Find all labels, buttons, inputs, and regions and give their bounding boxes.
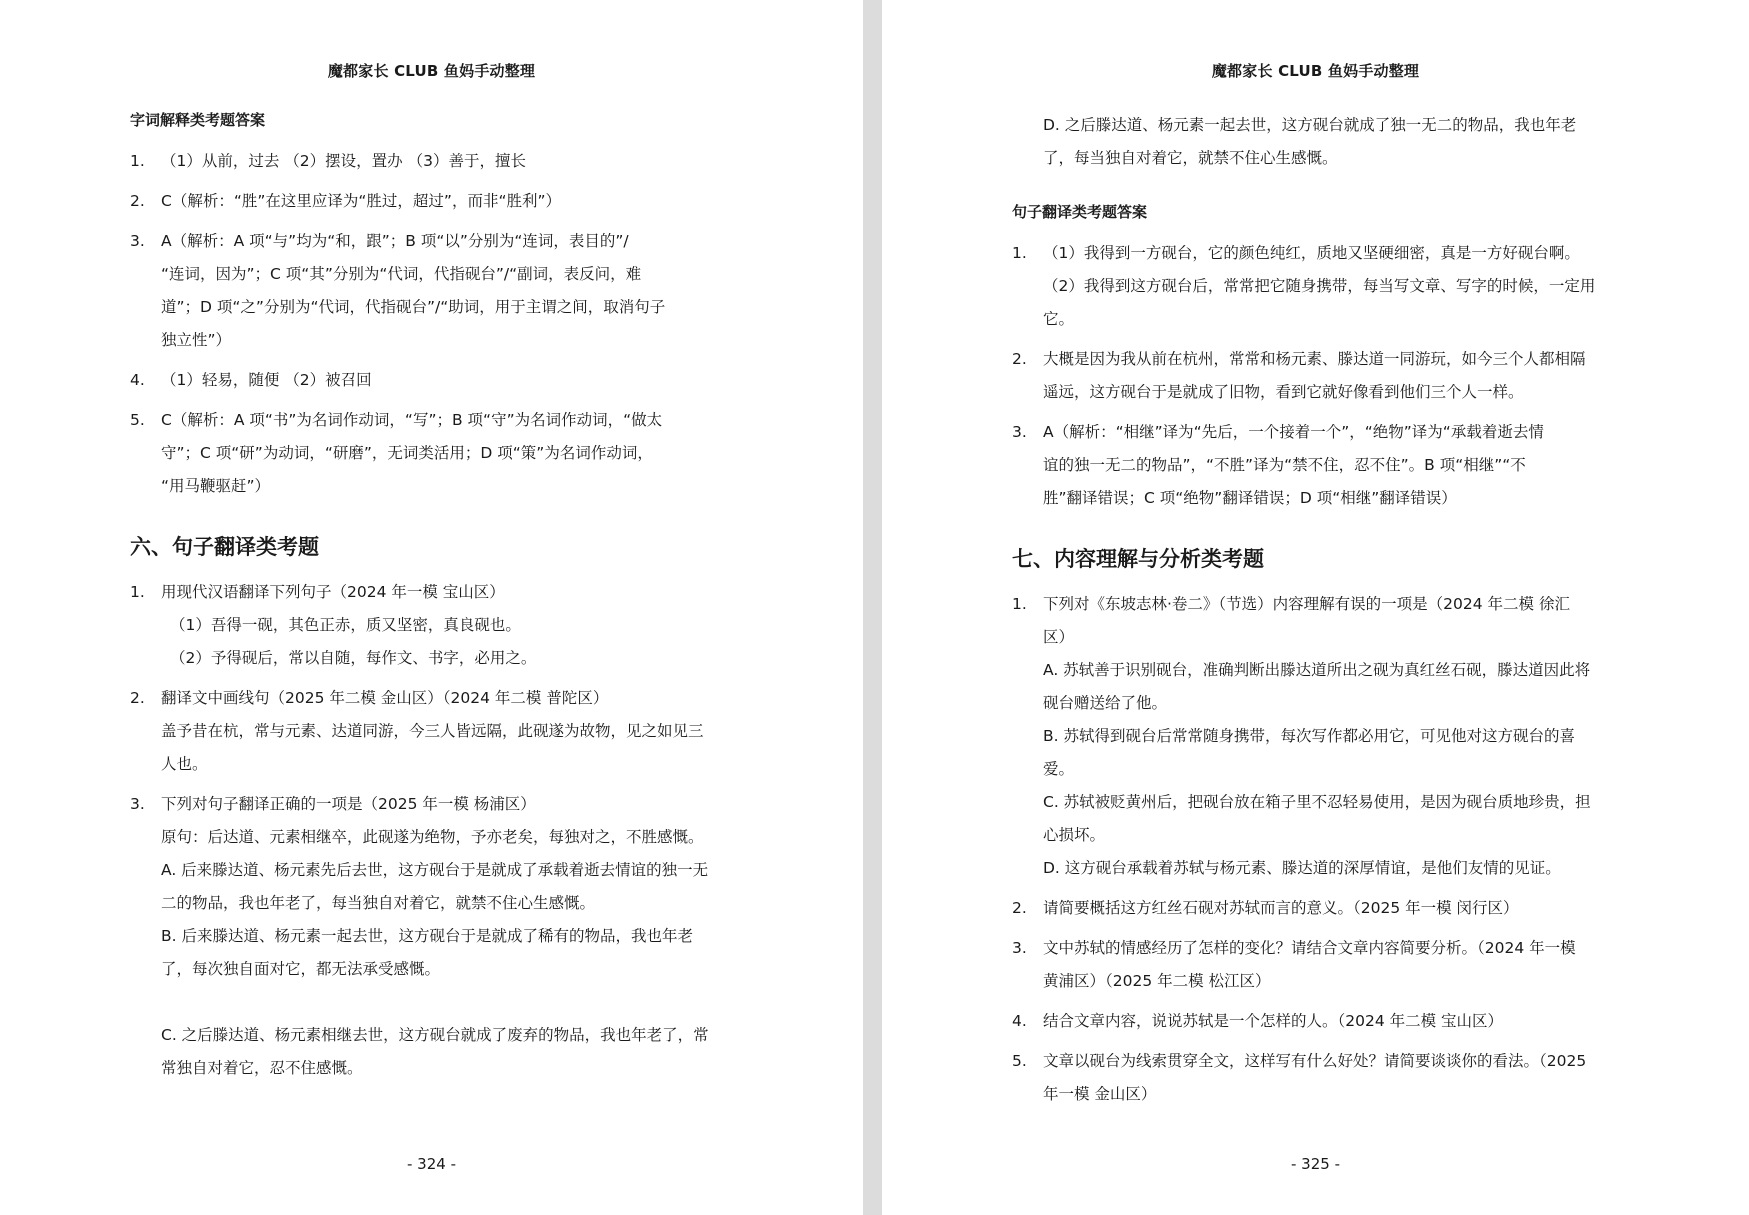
question-list (1012, 588, 1651, 1111)
text-line: 原句：后达道、元素相继卒，此砚遂为绝物，予亦老矣，每独对之，不胜感慨。 (161, 828, 704, 846)
list-item (1012, 416, 1651, 515)
item-number: 1. (1012, 595, 1027, 613)
list-item (130, 225, 737, 357)
text-line: A. 苏轼善于识别砚台，准确判断出滕达道所出之砚为真红丝石砚，滕达道因此将 (1043, 661, 1591, 679)
text-line: （2）我得到这方砚台后，常常把它随身携带，每当写文章、写字的时候，一定用 (1043, 277, 1596, 295)
text-line: 它。 (1043, 310, 1075, 328)
text-line: 道”；D 项“之”分别为“代词，代指砚台”/“助词，用于主谓之间，取消句子 (161, 298, 666, 316)
item-number: 1. (1012, 244, 1027, 262)
item-text (1043, 343, 1651, 409)
question-list (130, 576, 737, 1085)
text-line: 砚台赠送给了他。 (1043, 694, 1168, 712)
list-item (130, 185, 737, 218)
list-item (1012, 892, 1651, 925)
document-page-324 (0, 0, 863, 1215)
list-item (130, 145, 737, 178)
item-text (1043, 1045, 1651, 1111)
text-line: “用马鞭驱赶”） (161, 477, 271, 495)
answer-list (1012, 237, 1651, 515)
page-content (130, 109, 737, 1092)
list-item (1012, 1045, 1651, 1111)
answer-list (130, 145, 737, 503)
item-text (161, 576, 737, 675)
list-item (1012, 343, 1651, 409)
item-number: 4. (1012, 1012, 1027, 1030)
list-item (130, 576, 737, 675)
text-line: 心损坏。 (1043, 826, 1106, 844)
list-item (1012, 932, 1651, 998)
page-number: - 325 - (1291, 1155, 1340, 1173)
item-text (161, 145, 737, 178)
item-number: 5. (130, 411, 145, 429)
item-number: 2. (1012, 899, 1027, 917)
item-number: 2. (1012, 350, 1027, 368)
text-line: C. 之后滕达道、杨元素相继去世，这方砚台就成了废弃的物品，我也年老了，常 (161, 1026, 709, 1044)
text-line: 黄浦区）（2025 年二模 松江区） (1043, 972, 1271, 990)
text-line: （1）从前，过去 （2）摆设，置办 （3）善于，擅长 (161, 152, 526, 170)
page-header: 魔都家长 CLUB 鱼妈手动整理 (327, 62, 536, 80)
text-line: D. 之后滕达道、杨元素一起去世，这方砚台就成了独一无二的物品，我也年老 (1043, 116, 1577, 134)
item-number: 5. (1012, 1052, 1027, 1070)
item-text (1043, 892, 1651, 925)
item-number: 3. (1012, 939, 1027, 957)
text-line: 下列对句子翻译正确的一项是（2025 年一模 杨浦区） (161, 795, 536, 813)
text-line: 二的物品，我也年老了，每当独自对着它，就禁不住心生感慨。 (161, 894, 596, 912)
text-line: 区） (1043, 628, 1075, 646)
text-line: B. 苏轼得到砚台后常常随身携带，每次写作都必用它，可见他对这方砚台的喜 (1043, 727, 1575, 745)
list-item (130, 788, 737, 1085)
text-line: 了，每次独自面对它，都无法承受感慨。 (161, 960, 441, 978)
section-title-sentence-translation: 六、句子翻译类考题 (130, 535, 319, 559)
text-line: （1）我得到一方砚台，它的颜色纯红，质地又坚硬细密，真是一方好砚台啊。 (1043, 244, 1580, 262)
item-text (1043, 416, 1651, 515)
page-content (1012, 109, 1651, 1118)
item-text (161, 404, 737, 503)
text-line: B. 后来滕达道、杨元素一起去世，这方砚台于是就成了稀有的物品，我也年老 (161, 927, 693, 945)
text-line: “连词，因为”；C 项“其”分别为“代词，代指砚台”/“副词，表反问，难 (161, 265, 642, 283)
subheading-word-answers: 字词解释类考题答案 (130, 111, 266, 129)
text-line: 文中苏轼的情感经历了怎样的变化？请结合文章内容简要分析。（2024 年一模 (1043, 939, 1576, 957)
page-header: 魔都家长 CLUB 鱼妈手动整理 (1211, 62, 1420, 80)
text-line: 了，每当独自对着它，就禁不住心生感慨。 (1043, 149, 1338, 167)
item-text (1043, 588, 1651, 885)
text-line: 翻译文中画线句（2025 年二模 金山区）（2024 年二模 普陀区） (161, 689, 609, 707)
text-line: 下列对《东坡志林·卷二》（节选）内容理解有误的一项是（2024 年二模 徐汇 (1043, 595, 1570, 613)
document-page-325 (882, 0, 1749, 1215)
item-number: 3. (130, 795, 145, 813)
text-line: C. 苏轼被贬黄州后，把砚台放在箱子里不忍轻易使用，是因为砚台质地珍贵，担 (1043, 793, 1591, 811)
text-line: （2）予得砚后，常以自随，每作文、书字，必用之。 (170, 649, 537, 667)
text-line: 请简要概括这方红丝石砚对苏轼而言的意义。（2025 年一模 闵行区） (1043, 899, 1519, 917)
list-item (1012, 588, 1651, 885)
list-item (130, 364, 737, 397)
section-title-comprehension: 七、内容理解与分析类考题 (1012, 547, 1264, 571)
text-line: C（解析：“胜”在这里应译为“胜过，超过”，而非“胜利”） (161, 192, 562, 210)
item-text (161, 225, 737, 357)
text-line: 谊的独一无二的物品”，“不胜”译为“禁不住，忍不住”。B 项“相继”“不 (1043, 456, 1526, 474)
list-item (1012, 237, 1651, 336)
item-text (161, 788, 737, 1085)
text-line: 守”；C 项“研”为动词，“研磨”，无词类活用；D 项“策”为名词作动词， (161, 444, 653, 462)
item-number: 3. (130, 232, 145, 250)
item-text (161, 682, 737, 781)
continued-option-text (1012, 109, 1651, 175)
text-line: A（解析：“相继”译为“先后，一个接着一个”，“绝物”译为“承载着逝去情 (1043, 423, 1544, 441)
text-line: 独立性”） (161, 331, 232, 349)
text-line: 用现代汉语翻译下列句子（2024 年一模 宝山区） (161, 583, 505, 601)
list-item (1012, 1005, 1651, 1038)
item-text (1043, 237, 1651, 336)
text-line: 遥远，这方砚台于是就成了旧物，看到它就好像看到他们三个人一样。 (1043, 383, 1524, 401)
item-number: 2. (130, 192, 145, 210)
text-line: A. 后来滕达道、杨元素先后去世，这方砚台于是就成了承载着逝去情谊的独一无 (161, 861, 709, 879)
text-line: 年一模 金山区） (1043, 1085, 1157, 1103)
subheading-translation-answers: 句子翻译类考题答案 (1012, 203, 1148, 221)
item-number: 4. (130, 371, 145, 389)
list-item (130, 682, 737, 781)
item-text (161, 185, 737, 218)
text-line: 大概是因为我从前在杭州，常常和杨元素、滕达道一同游玩，如今三个人都相隔 (1043, 350, 1586, 368)
list-item (130, 404, 737, 503)
item-number: 3. (1012, 423, 1027, 441)
item-number: 1. (130, 152, 145, 170)
text-line: （1）轻易，随便 （2）被召回 (161, 371, 372, 389)
text-line: 常独自对着它，忍不住感慨。 (161, 1059, 363, 1077)
text-line: C（解析：A 项“书”为名词作动词，“写”；B 项“守”为名词作动词，“做太 (161, 411, 663, 429)
item-number: 2. (130, 689, 145, 707)
text-line: （1）吾得一砚，其色正赤，质又坚密，真良砚也。 (170, 616, 521, 634)
page-number: - 324 - (407, 1155, 456, 1173)
text-line: 人也。 (161, 755, 208, 773)
item-number: 1. (130, 583, 145, 601)
item-text (161, 364, 737, 397)
text-line: 文章以砚台为线索贯穿全文，这样写有什么好处？请简要谈谈你的看法。（2025 (1043, 1052, 1587, 1070)
text-line: 爱。 (1043, 760, 1075, 778)
item-text (1043, 1005, 1651, 1038)
text-line: 结合文章内容，说说苏轼是一个怎样的人。（2024 年二模 宝山区） (1043, 1012, 1504, 1030)
text-line: 胜”翻译错误；C 项“绝物”翻译错误；D 项“相继”翻译错误） (1043, 489, 1457, 507)
text-line: 盖予昔在杭，常与元素、达道同游，今三人皆远隔，此砚遂为故物，见之如见三 (161, 722, 704, 740)
text-line: D. 这方砚台承载着苏轼与杨元素、滕达道的深厚情谊，是他们友情的见证。 (1043, 859, 1561, 877)
text-line: A（解析：A 项“与”均为“和，跟”；B 项“以”分别为“连词，表目的”/ (161, 232, 629, 250)
item-text (1043, 932, 1651, 998)
blank-line (161, 986, 737, 1019)
